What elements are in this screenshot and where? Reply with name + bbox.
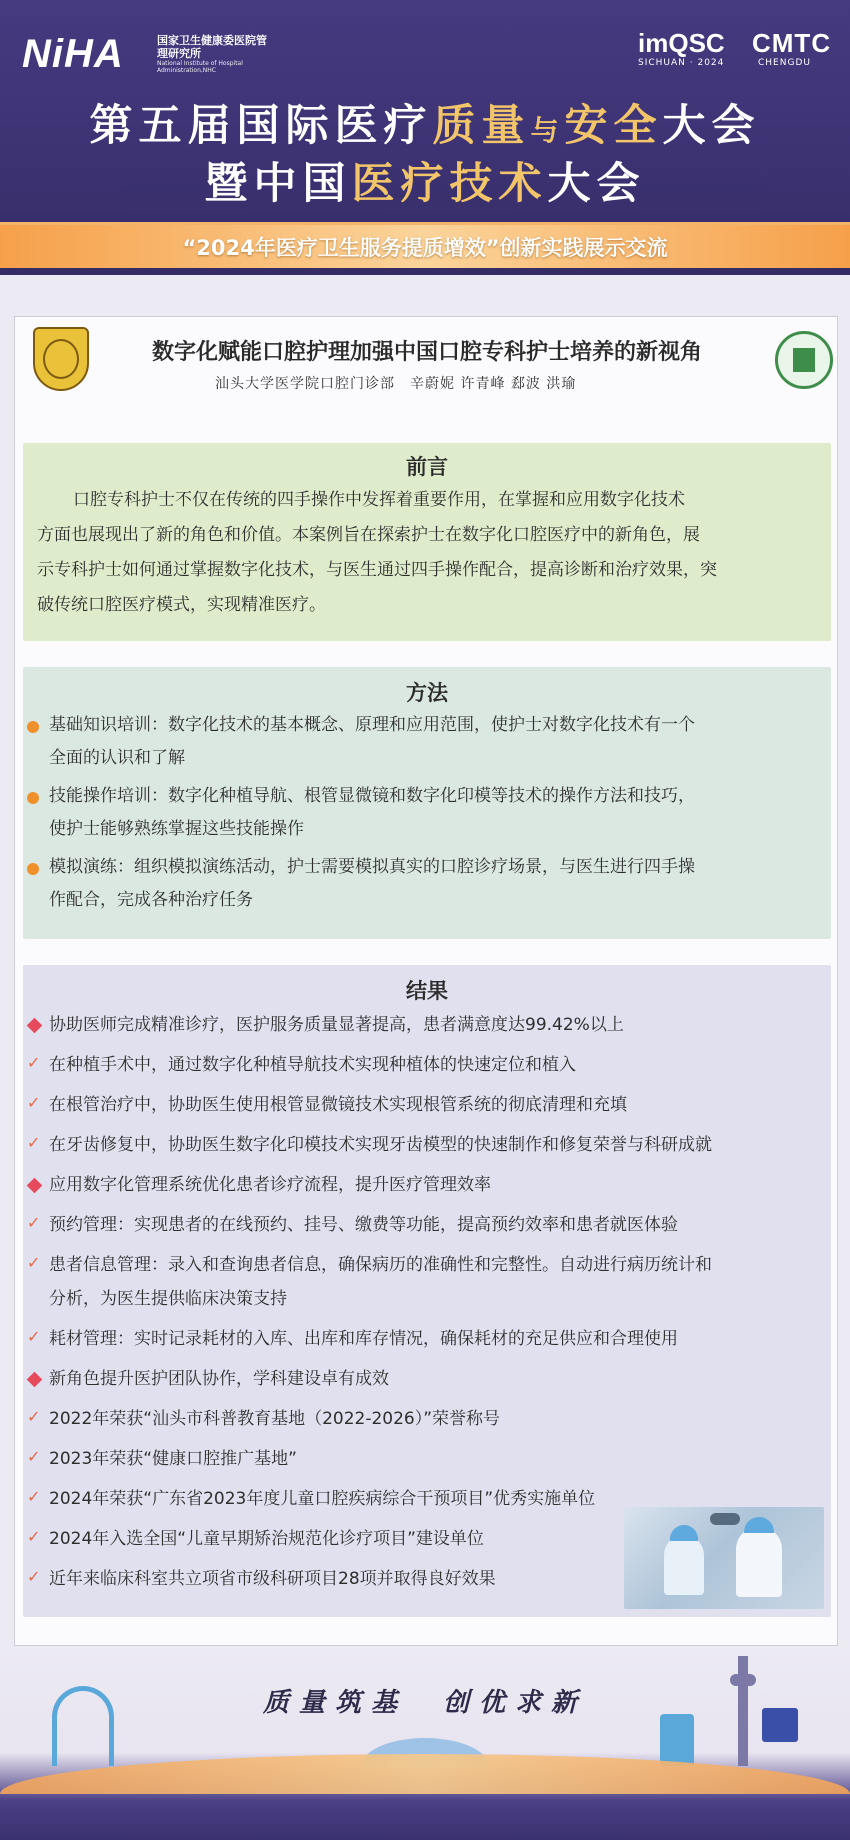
result-item-7-line1: 患者信息管理：录入和查询患者信息，确保病历的准确性和完整性。自动进行病历统计和: [49, 1255, 712, 1275]
title2-part-c: 大会: [547, 159, 646, 209]
methods-section: [23, 667, 831, 939]
result-item-11-line1: 2023年荣获“健康口腔推广基地”: [49, 1449, 297, 1469]
method-item-3-line1: 模拟演练：组织模拟演练活动，护士需要模拟真实的口腔诊疗场景，与医生进行四手操: [49, 857, 695, 877]
check-icon: ✓: [27, 1133, 41, 1152]
method-item-3-line2: 作配合，完成各种治疗任务: [49, 890, 253, 910]
result-item-5-line1: 应用数字化管理系统优化患者诊疗流程，提升医疗管理效率: [49, 1175, 491, 1195]
university-emblem-icon: [33, 327, 89, 391]
title1-part-c: 与: [530, 114, 565, 147]
intro-line-3: 示专科护士如何通过掌握数字化技术，与医生通过四手操作配合，提高诊断和治疗效果，突: [37, 560, 717, 580]
conference-title-line2: [0, 150, 850, 211]
niha-logo-cn: 国家卫生健康委医院管理研究所: [157, 34, 267, 60]
hospital-emblem-icon: [775, 331, 833, 389]
result-item-12-line1: 2024年荣获“广东省2023年度儿童口腔疾病综合干预项目”优秀实施单位: [49, 1489, 596, 1509]
title2-part-b: 医疗技术: [351, 159, 548, 209]
poster-authors: 汕头大学医学院口腔门诊部 辛蔚妮 许青峰 郄波 洪瑜: [215, 376, 577, 392]
diamond-bullet-icon: [27, 1178, 43, 1194]
building-landmark-icon: [660, 1714, 694, 1766]
check-icon: ✓: [27, 1327, 41, 1346]
check-icon: ✓: [27, 1253, 41, 1272]
check-icon: ✓: [27, 1567, 41, 1586]
niha-logo: [22, 30, 267, 80]
poster-title: 数字化赋能口腔护理加强中国口腔专科护士培养的新视角: [151, 340, 702, 365]
imqsc-logo: imQSC: [638, 28, 725, 58]
title1-part-a: 第五届国际医疗: [89, 101, 433, 151]
intro-heading: 前言: [406, 455, 448, 479]
methods-heading: 方法: [406, 681, 448, 705]
cmtc-logo: CMTC: [752, 28, 832, 58]
title1-part-b: 质量: [432, 101, 531, 151]
check-icon: ✓: [27, 1093, 41, 1112]
imqsc-sub: SICHUAN · 2024: [638, 58, 725, 68]
poster-content: [14, 316, 838, 1646]
check-icon: ✓: [27, 1447, 41, 1466]
niha-logo-mark: NiHA: [22, 32, 124, 76]
method-item-1-line1: 基础知识培训：数字化技术的基本概念、原理和应用范围，使护士对数字化技术有一个: [49, 715, 695, 735]
header-banner: [0, 0, 850, 275]
diamond-bullet-icon: [27, 1018, 43, 1034]
check-icon: ✓: [27, 1527, 41, 1546]
intro-line-2: 方面也展现出了新的角色和价值。本案例旨在探索护士在数字化口腔医疗中的新角色，展: [37, 525, 700, 545]
footer-banner: [0, 1646, 850, 1840]
results-heading: 结果: [406, 979, 448, 1003]
intro-line-4: 破传统口腔医疗模式，实现精准医疗。: [37, 595, 326, 615]
method-item-1-line2: 全面的认识和了解: [49, 748, 185, 768]
check-icon: ✓: [27, 1407, 41, 1426]
bullet-dot-icon: [27, 792, 39, 804]
result-item-2-line1: 在种植手术中，通过数字化种植导航技术实现种植体的快速定位和植入: [49, 1055, 576, 1075]
title1-part-d: 安全: [564, 101, 663, 151]
title1-part-e: 大会: [662, 101, 761, 151]
niha-logo-en: National Institute of Hospital Administration,NHC: [157, 60, 243, 74]
result-item-1-line1: 协助医师完成精准诊疗，医护服务质量显著提高，患者满意度达99.42%以上: [49, 1015, 624, 1035]
check-icon: ✓: [27, 1487, 41, 1506]
result-item-3-line1: 在根管治疗中，协助医生使用根管显微镜技术实现根管系统的彻底清理和充填: [49, 1095, 627, 1115]
theme-strip-text: “2024年医疗卫生服务提质增效”创新实践展示交流: [182, 236, 668, 260]
cmtc-sub: CHENGDU: [758, 58, 811, 68]
result-item-10-line1: 2022年荣获“汕头市科普教育基地（2022-2026）”荣誉称号: [49, 1409, 501, 1429]
result-item-13-line1: 2024年入选全国“儿童早期矫治规范化诊疗项目”建设单位: [49, 1529, 484, 1549]
result-item-8-line1: 耗材管理：实时记录耗材的入库、出库和库存情况，确保耗材的充足供应和合理使用: [49, 1329, 678, 1349]
intro-section: [23, 443, 831, 641]
bullet-dot-icon: [27, 863, 39, 875]
diamond-bullet-icon: [27, 1372, 43, 1388]
bullet-dot-icon: [27, 721, 39, 733]
method-item-2-line1: 技能操作培训：数字化种植导航、根管显微镜和数字化印模等技术的操作方法和技巧，: [49, 786, 695, 806]
intro-line-1: 口腔专科护士不仅在传统的四手操作中发挥着重要作用，在掌握和应用数字化技术: [73, 490, 685, 510]
theme-strip: [0, 222, 850, 268]
title2-part-a: 暨中国: [204, 159, 352, 209]
result-item-14-line1: 近年来临床科室共立项省市级科研项目28项并取得良好效果: [49, 1569, 496, 1589]
footer-wave: [0, 1754, 850, 1794]
conference-logos: [636, 28, 836, 68]
method-item-2-line2: 使护士能够熟练掌握这些技能操作: [49, 819, 304, 839]
result-item-7-line2: 分析，为医生提供临床决策支持: [49, 1289, 287, 1309]
footer-slogan: 质量筑基 创优求新: [262, 1688, 587, 1718]
result-item-4-line1: 在牙齿修复中，协助医生数字化印模技术实现牙齿模型的快速制作和修复荣誉与科研成就: [49, 1135, 712, 1155]
check-icon: ✓: [27, 1213, 41, 1232]
conference-title-line1: [0, 92, 850, 153]
clinic-photo: [624, 1507, 824, 1609]
check-icon: ✓: [27, 1053, 41, 1072]
result-item-9-line1: 新角色提升医护团队协作，学科建设卓有成效: [49, 1369, 389, 1389]
result-item-6-line1: 预约管理：实现患者的在线预约、挂号、缴费等功能，提高预约效率和患者就医体验: [49, 1215, 678, 1235]
